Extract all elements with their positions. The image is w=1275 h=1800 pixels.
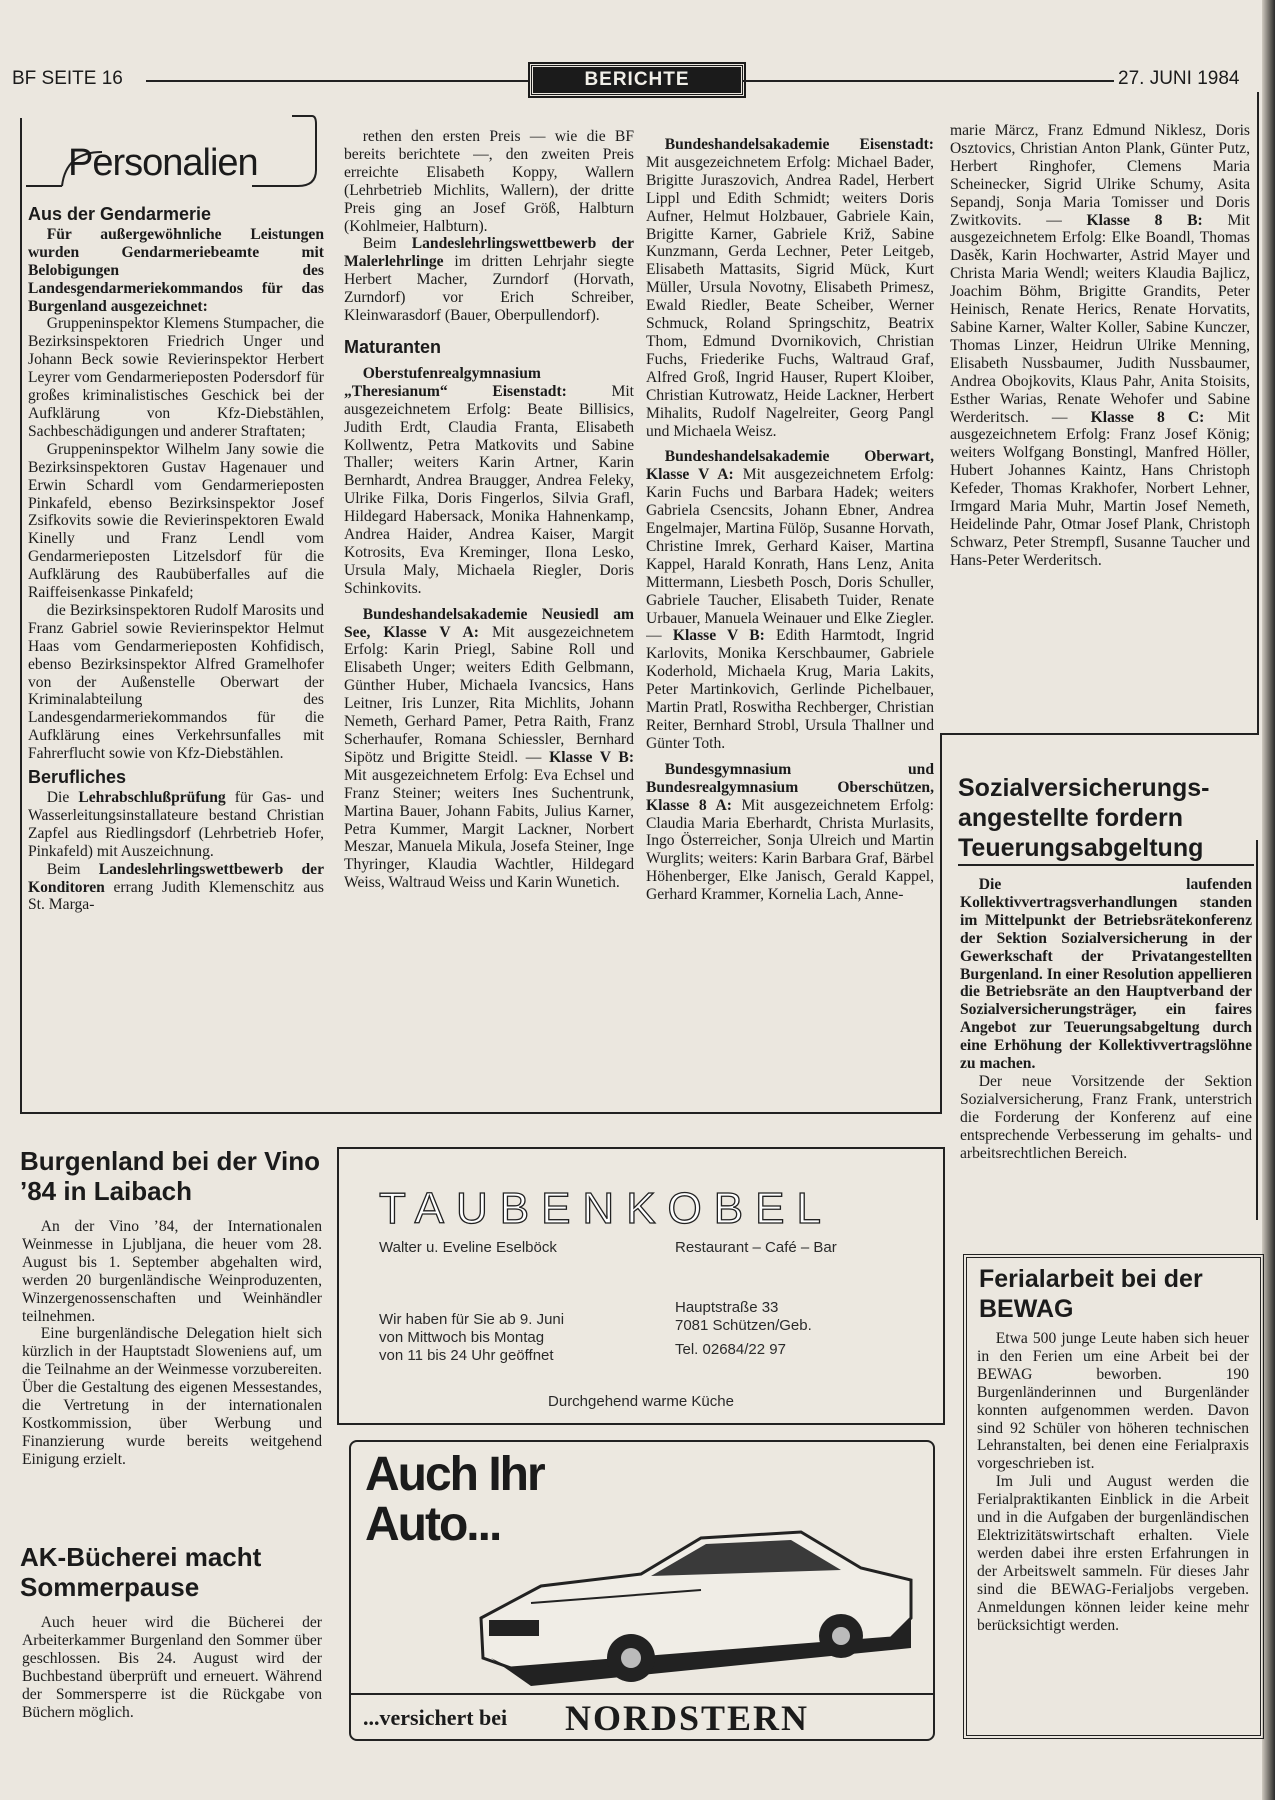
taubenkobel-logo: TAUBENKOBEL: [379, 1184, 833, 1233]
sozial-headline: Sozialversicherungs-angestellte fordern Teuerungsabgeltung: [958, 774, 1210, 862]
column-3: [646, 128, 934, 1112]
text: rethen den ersten Preis — wie die BF bereits berichtete —, den zweiten Preis erreichte Elisabeth Koppy, Wallern (Lehrbetrieb Michlits, Wallern), der dritte Preis ging an Josef Größ, Halbturn (Kohlmeier, Halbturn).: [344, 128, 634, 235]
hours-line: von Mittwoch bis Montag: [379, 1329, 545, 1346]
text: Mit ausgezeichnetem Erfolg: Eva Echsel und Franz Steiner; weiters Ines Suchentrunk, Martina Bauer, Johann Fabits, Julius Karner, Petra Kummer, Margit Lackner, Norbert Meszar, Manuela Mikula, Josefa Steiner, Inge Thyringer, Klaudia Wachtler, Hildegard Weiss, Waltraud Weiss und Karin Wunetich.: [344, 766, 634, 892]
bold-text: Bundesgymnasium und Bundesrealgymnasium Oberschützen, Klasse 8 A:: [646, 760, 934, 814]
text: Mit ausgezeichnetem Erfolg: Karin Priegl, Sabine Roll und Elisabeth Unger; weiters Edith Gelbmann, Günther Huber, Michaela Ivancsics, Hans Leitner, Iris Lunzer, Rita Michlits, Johann Nemeth, Gerhard Pamer, Petra Raith, Franz Scherhaufer, Romana Schiessler, Bernhard Sipötz und Brigitte Steidl. —: [344, 623, 634, 766]
text: Mit ausgezeichnetem Erfolg: Claudia Maria Eberhardt, Christa Murlasits, Ingo Österreicher, Sonja Ulreich und Martin Wurglits; weiters: Karin Barbara Graf, Bärbel Höhenberger, Elke Janisch, Gerald Kappel, Gerhard Krammer, Kornelia Lach, Anne-: [646, 796, 934, 904]
paragraph: [28, 315, 324, 440]
text: Edith Harmtodt, Ingrid Karlovits, Monika Kerschbaumer, Gabriele Koderhold, Michaela Krug, Maria Lakits, Peter Martinkovich, Gerlinde Pichelbauer, Martin Pratl, Roswitha Rechberger, Christian Reiter, Bernhard Strobl, Ursula Thallner und Günter Toth.: [646, 627, 934, 752]
subheading-maturanten: Maturanten: [344, 336, 442, 357]
bold-text: Bundeshandelsakademie Oberwart, Klasse V A:: [646, 448, 934, 484]
text: Im Juli und August werden die Ferialpraktikanten Einblick in die Arbeit und in die Aufgaben der burgenländischen Elektrizitätswirtschaft erhalten. Viele werden dabei ihre ersten Erfahrungen in der Arbeitswelt sammeln. Für dieses Jahr sind die BEWAG-Ferialjobs vergeben. Anmeldungen können leider keine mehr berücksichtigt werden.: [977, 1473, 1249, 1634]
text: Mit ausgezeichnetem Erfolg: Elke Boandl, Thomas Dasěk, Karin Hochwarter, Astrid Mayer und Christa Maria Wendl; weiters Klaudia Bajlicz, Joachim Böhm, Brigitte Grandits, Peter Heinisch, Renate Herics, Renate Horvatits, Sabine Karner, Walter Koller, Sabine Kunczer, Thomas Linzer, Heidrun Ulrike Menning, Elisabeth Nussbaumer, Judith Nussbaumer, Andrea Obojkovits, Klaus Pahr, Anita Stoisits, Esther Warias, Renate Wehofer und Sabine Werderitsch. —: [950, 211, 1250, 426]
sozial-underline: [958, 864, 1254, 866]
ferial-box: [963, 1254, 1264, 1739]
bold-text: Die laufenden Kollektivvertragsverhandlungen standen im Mittelpunkt der Betriebsrätekonferenz der Sektion Sozialversicherung in der Gewerkschaft der Privatangestellten Burgenland. In einer Resolution appellieren die Betriebsräte an den Hauptverband der Sozialversicherungsträger, ein faires Angebot zur Teuerungsabgeltung durch eine Erhöhung der Kollektivvertragslöhne zu machen.: [960, 876, 1252, 1073]
column-1: [28, 200, 324, 1112]
paragraph: [344, 235, 634, 325]
issue-date: 27. JUNI 1984: [1118, 68, 1240, 89]
sozial-rule: [1256, 840, 1258, 1220]
text: Mit ausgezeichnetem Erfolg: Michael Bader, Brigitte Juraszovich, Andrea Radel, Herbert Lippl und Edith Schmidt; weiters Doris Aufner, Helmut Holzbauer, Gabriele Kain, Brigitte Karner, Gabriele Križ, Sabine Kunzmann, Gerda Lechner, Peter Leitgeb, Elisabeth Mattasits, Sigrid Mück, Kurt Müller, Ursula Novotny, Elisabeth Primesz, Ewald Riedler, Beate Scheiber, Werner Schmuck, Roland Springschitz, Beatrix Thom, Edmund Dvornikovich, Christian Fuchs, Friederike Fuchs, Waltraud Graf, Alfred Groß, Ingrid Hauser, Rupert Kloiber, Christian Kutrowatz, Heide Lackner, Herbert Mihalits, Rudolf Nagelreiter, Georg Pangl und Michaela Weisz.: [646, 153, 934, 440]
bold-text: Landeslehrlingswettbewerb der Konditoren: [28, 860, 324, 896]
paragraph: [950, 122, 1250, 570]
column-4: [950, 122, 1250, 732]
hours-line: von 11 bis 24 Uhr geöffnet: [379, 1347, 554, 1364]
text: marie Märcz, Franz Edmund Niklesz, Doris Osztovics, Christian Anton Plank, Günter Putz, Herbert Ringhofer, Clemens Maria Scheinecker, Sigrid Ulrike Schumy, Asita Sepandj, Sonja Maria Tomisser und Doris Zwitkovits. —: [950, 122, 1250, 229]
hours-line: Wir haben für Sie ab 9. Juni: [379, 1311, 565, 1328]
paragraph: [344, 128, 634, 235]
paragraph: [977, 1473, 1249, 1634]
column-2: [344, 128, 634, 1112]
paragraph: [28, 789, 324, 861]
vino-headline: Burgenland bei der Vino ’84 in Laibach: [20, 1146, 321, 1206]
text: Etwa 500 junge Leute haben sich heuer in den Ferien um eine Arbeit bei der BEWAG beworben. 190 Burgenländerinnen und Burgenländer konnten aufgenommen werden. Davon sind 92 Schüler von höheren technischen Lehranstalten, bei denen eine Ferialpraxis vorgeschrieben ist.: [977, 1330, 1249, 1473]
text: Die: [46, 789, 79, 806]
paragraph: [646, 136, 934, 440]
venue-type: Restaurant – Café – Bar: [675, 1239, 837, 1256]
nordstern-ad: [349, 1440, 935, 1741]
address-line: Hauptstraße 33: [675, 1299, 779, 1316]
text: Mit ausgezeichnetem Erfolg: Karin Fuchs und Barbara Hadek; weiters Gabriela Csencsits, Johann Ebner, Andrea Engelmajer, Martina Fülöp, Susanne Horvath, Christine Imrek, Gerhard Kaiser, Martina Kappel, Harald Konrath, Hans Lenz, Anita Mittermann, Liesbeth Posch, Doris Schuller, Gabriele Taucher, Elisabeth Tuider, Renate Urbauer, Manuela Weinauer und Elke Ziegler. —: [646, 466, 934, 645]
text: Auch heuer wird die Bücherei der Arbeiterkammer Burgenland den Sommer über geschlossen. Bis 24. August wird der Buchbestand überprüft und erneuert. Während der Sommersperre ist die Rückgabe von Büchern möglich.: [22, 1614, 322, 1721]
phone: Tel. 02684/22 97: [675, 1341, 786, 1358]
paragraph: [22, 1614, 322, 1721]
ad-tagline: ...versichert bei: [363, 1705, 508, 1730]
bold-text: Bundeshandelsakademie Neusiedl am See, Klasse V A:: [344, 605, 634, 641]
subheading-gendarmerie: Aus der Gendarmerie: [28, 204, 212, 224]
text: Beim: [46, 860, 99, 878]
sozial-body: [960, 876, 1252, 1226]
paragraph: [28, 861, 324, 915]
text: Der neue Vorsitzende der Sektion Sozialversicherung, Franz Frank, unterstrich die Forderung der Konferenz auf eine entsprechende Verbesserung im gehalts- und arbeitsrechtlichen Bereich.: [960, 1072, 1252, 1162]
lehrlinge-text: [344, 128, 634, 325]
maturanten-text-3: [950, 122, 1250, 570]
vino-body: [22, 1218, 322, 1524]
gendarmerie-text: [28, 226, 324, 763]
text: Eine burgenländische Delegation hielt sich kürzlich in der Hauptstadt Sloweniens auf, um die Teilnahme an der Weinmesse vorzubereiten. Über die Gestaltung des eigenen Messestandes, die Vertretung in der internationalen Kostkommission, über Werbung und Finanzierung wurde bereits weitgehend Einigung erzielt.: [22, 1325, 322, 1468]
nordstern-logo: NORDSTERN: [565, 1698, 810, 1738]
bold-text: Für außergewöhnliche Leistungen wurden Gendarmeriebeamte mit Belobigungen des Landesgendarmeriekommandos für das Burgenland ausgezeichnet:: [28, 225, 324, 315]
bold-text: Klasse 8 B:: [1086, 211, 1203, 229]
ak-text: [22, 1614, 322, 1721]
paragraph: [28, 226, 324, 316]
text: errang Judith Klemenschitz aus St. Marga-: [28, 878, 324, 914]
subheading-berufliches: Berufliches: [28, 767, 127, 788]
text: Gruppeninspektor Klemens Stumpacher, die Bezirksinspektoren Friedrich Unger und Johann Beck sowie Revierinspektor Herbert Leyrer vom Gendarmerieposten Podersdorf für großes kriminalistisches Geschick bei der Aufklärung von Kfz-Diebstählen, Sachbeschädigungen und anderer Straftaten;: [28, 315, 324, 440]
section-label: BERICHTE: [530, 64, 744, 96]
paragraph: [960, 876, 1252, 1073]
paragraph: [646, 761, 934, 904]
paragraph: [646, 448, 934, 752]
paragraph: [344, 365, 634, 598]
bold-text: Lehrabschlußprüfung: [78, 789, 226, 806]
text: Mit ausgezeichnetem Erfolg: Franz Josef König; weiters Wolfgang Bonstingl, Manfred Höller, Hubert Johannes Kaintz, Hans Christoph Kefeder, Thomas Krakhofer, Norbert Lehner, Irmgard Maria Muhr, Martin Josef Nemeth, Heidelinde Pahr, Otmar Josef Plank, Christoph Schwarz, Peter Strempfl, Susanne Taucher und Hans-Peter Werderitsch.: [950, 408, 1250, 569]
ferial-text: [977, 1330, 1249, 1634]
text: An der Vino ’84, der Internationalen Weinmesse in Ljubljana, die heuer vom 28. August bis 1. September abgehalten wird, werden 20 burgenländische Weinproduzenten, Winzergenossenschaften und Weinhändler teilnehmen.: [22, 1218, 322, 1325]
ad-headline-line: Auch Ihr: [365, 1448, 544, 1501]
text: die Bezirksinspektoren Rudolf Marosits und Franz Gabriel sowie Revierinspektor Helmut Haas vom Gendarmerieposten Kohfidisch, ebenso Bezirksinspektor Alfred Gramelhofer von der Außenstelle Oberwart der Kriminalabteilung des Landesgendarmeriekommandos für die Aufklärung eines Verkehrsunfalles mit Fahrerflucht sowie von Kfz-Diebstählen.: [28, 601, 324, 763]
paragraph: [960, 1073, 1252, 1163]
paragraph: [28, 602, 324, 763]
bold-text: Bundeshandelsakademie Eisenstadt:: [664, 136, 934, 153]
ad-headline-line: Auto...: [365, 1498, 501, 1551]
bold-text: Klasse V B:: [549, 748, 634, 766]
bold-text: Oberstufenrealgymnasium „Theresianum“ Eisenstadt:: [344, 364, 567, 400]
opening-hours: [379, 1311, 564, 1365]
text: Gruppeninspektor Wilhelm Jany sowie die Bezirksinspektoren Gustav Hagenauer und Erwin Schardl vom Gendarmerieposten Pinkafeld, ebenso Bezirksinspektor Josef Zsifkovits sowie die Revierinspektoren Ewald Kinelly und Franz Lendl vom Gendarmerieposten Litzelsdorf für die Aufklärung des Raubüberfalles auf die Raiffeisenkasse Pinkafeld;: [28, 440, 324, 602]
text: Beim: [362, 235, 412, 253]
paragraph: [22, 1325, 322, 1468]
personalien-title: Personalien: [68, 142, 258, 184]
car-illustration: [471, 1508, 921, 1688]
bold-text: Klasse V B:: [672, 627, 765, 645]
vino-text: [22, 1218, 322, 1469]
page-number: BF SEITE 16: [12, 68, 123, 89]
ferial-body: [977, 1330, 1249, 1730]
text: im dritten Lehrjahr siegte Herbert Macher, Zurndorf (Horvath, Zurndorf) vor Erich Schreiber, Kleinwarasdorf (Bauer, Oberpullendorf).: [344, 253, 634, 325]
personalien-heading: [22, 112, 312, 188]
paragraph: [344, 606, 634, 893]
berufliches-text: [28, 789, 324, 914]
address: [675, 1299, 812, 1359]
bold-text: Klasse 8 C:: [1090, 408, 1205, 426]
taubenkobel-ad: [337, 1147, 945, 1425]
ad-footer: Durchgehend warme Küche: [548, 1393, 734, 1410]
ak-headline: AK-Bücherei macht Sommerpause: [20, 1542, 262, 1602]
bold-text: Landeslehrlingswettbewerb der Malerlehrlinge: [344, 235, 634, 271]
sozial-text: [960, 876, 1252, 1163]
owners: Walter u. Eveline Eselböck: [379, 1239, 557, 1256]
paragraph: [22, 1218, 322, 1325]
ad-bottom-bar: [351, 1693, 933, 1739]
ak-body: [22, 1614, 322, 1744]
text: Mit ausgezeichnetem Erfolg: Beate Billisics, Judith Erdt, Claudia Franta, Elisabeth Kollwentz, Petra Matkovits und Sabine Thaller; weiters Karin Artner, Karin Bernhardt, Andrea Braugger, Andrea Feleky, Ulrike Filka, Doris Fingerlos, Silvia Grafl, Hildegard Habersack, Monika Hahnenkamp, Andrea Haider, Andrea Kaiser, Margit Kotrosits, Eva Kreminger, Ilona Lesko, Ursula Maly, Michaela Riegler, Doris Schinkovits.: [344, 382, 634, 597]
paragraph: [977, 1330, 1249, 1473]
text: für Gas- und Wasserleitungsinstallateure bestand Christian Zapfel aus Riedlingsdorf (Lehrbetrieb Hofer, Pinkafeld) mit Auszeichnung.: [28, 789, 324, 860]
paragraph: [28, 441, 324, 602]
ferial-headline: Ferialarbeit bei der BEWAG: [979, 1265, 1203, 1323]
maturanten-text-2: [646, 136, 934, 904]
address-line: 7081 Schützen/Geb.: [675, 1317, 812, 1334]
maturanten-text-1: [344, 365, 634, 892]
